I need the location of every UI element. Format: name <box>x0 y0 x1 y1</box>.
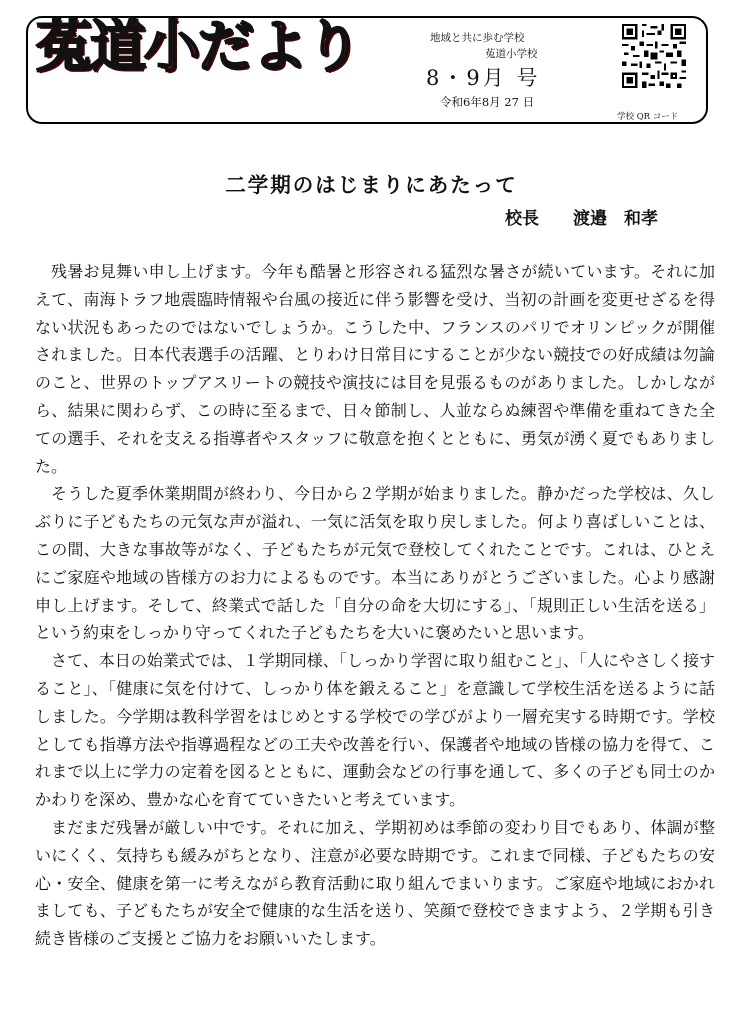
issue-number: 8・9月 号 <box>426 66 541 90</box>
paragraph: さて、本日の始業式では、１学期同様、「しっかり学習に取り組むこと」、「人にやさしく接すること」、「健康に気を付けて、しっかり体を鍛えること」を意識して学校生活を送るように話しました。今学期は教科学習をはじめとする学校での学びがより一層充実する時期です。学校としても指導方法や指導過程などの工夫や改善を行い、保護者や地域の皆様の協力を得て、これまで以上に学力の定着を図るとともに、運動会などの行事を通して、多くの子ども同士のかかわりを深め、豊かな心を育てていきたいと考えています。 <box>35 651 715 810</box>
newsletter-masthead: 菟道小だより <box>36 15 360 80</box>
paragraph: 残暑お見舞い申し上げます。今年も酷暑と形容される猛烈な暑さが続いています。それに加えて、南海トラフ地震臨時情報や台風の接近に伴う影響を受け、当初の計画を変更せざるを得ない状況もあったのではないでしょうか。こうした中、フランスのパリでオリンピックが開催されました。日本代表選手の活躍、とりわけ日常目にすることが少ない競技での好成績は勿論のこと、世界のトップアスリートの競技や演技には目を見張るものがありました。しかしながら、結果に関わらず、この時に至るまで、日々節制し、人並ならぬ練習や準備を重ねてきた全ての選手、それを支える指導者やスタッフに敬意を抱くとともに、勇気が湧く夏でもありました。 <box>35 262 715 476</box>
article-body <box>35 258 715 953</box>
article-author: 校長 渡邉 和孝 <box>505 209 658 229</box>
school-name: 菟道小学校 <box>485 48 538 60</box>
article-title: 二学期のはじまりにあたって <box>225 173 518 197</box>
qr-code-icon[interactable] <box>622 24 686 88</box>
school-tagline: 地域と共に歩む学校 <box>430 32 525 44</box>
paragraph: まだまだ残暑が厳しい中です。それに加え、学期初めは季節の変わり目でもあり、体調が整いにくく、気持ちも緩みがちとなり、注意が必要な時期です。これまで同様、子どもたちの安心・安全、健康を第一に考えながら教育活動に取り組んでまいります。ご家庭や地域におかれましても、子どもたちが安全で健康的な生活を送り、笑顔で登校できますよう、２学期も引き続き皆様のご支援とご協力をお願いいたします。 <box>35 817 715 949</box>
issue-date: 令和6年8月 27 日 <box>440 95 535 109</box>
paragraph: そうした夏季休業期間が終わり、今日から２学期が始まりました。静かだった学校は、久しぶりに子どもたちの元気な声が溢れ、一気に活気を取り戻しました。何より喜ばしいことは、この間、大きな事故等がなく、子どもたちが元気で登校してくれたことです。これは、ひとえにご家庭や地域の皆様方のお力によるものです。本当にありがとうございました。心より感謝申し上げます。そして、終業式で話した「自分の命を大切にする」、「規則正しい生活を送る」という約束をしっかり守ってくれた子どもたちを大いに褒めたいと思います。 <box>35 484 715 643</box>
qr-code-label: 学校 QR コード <box>617 112 679 122</box>
